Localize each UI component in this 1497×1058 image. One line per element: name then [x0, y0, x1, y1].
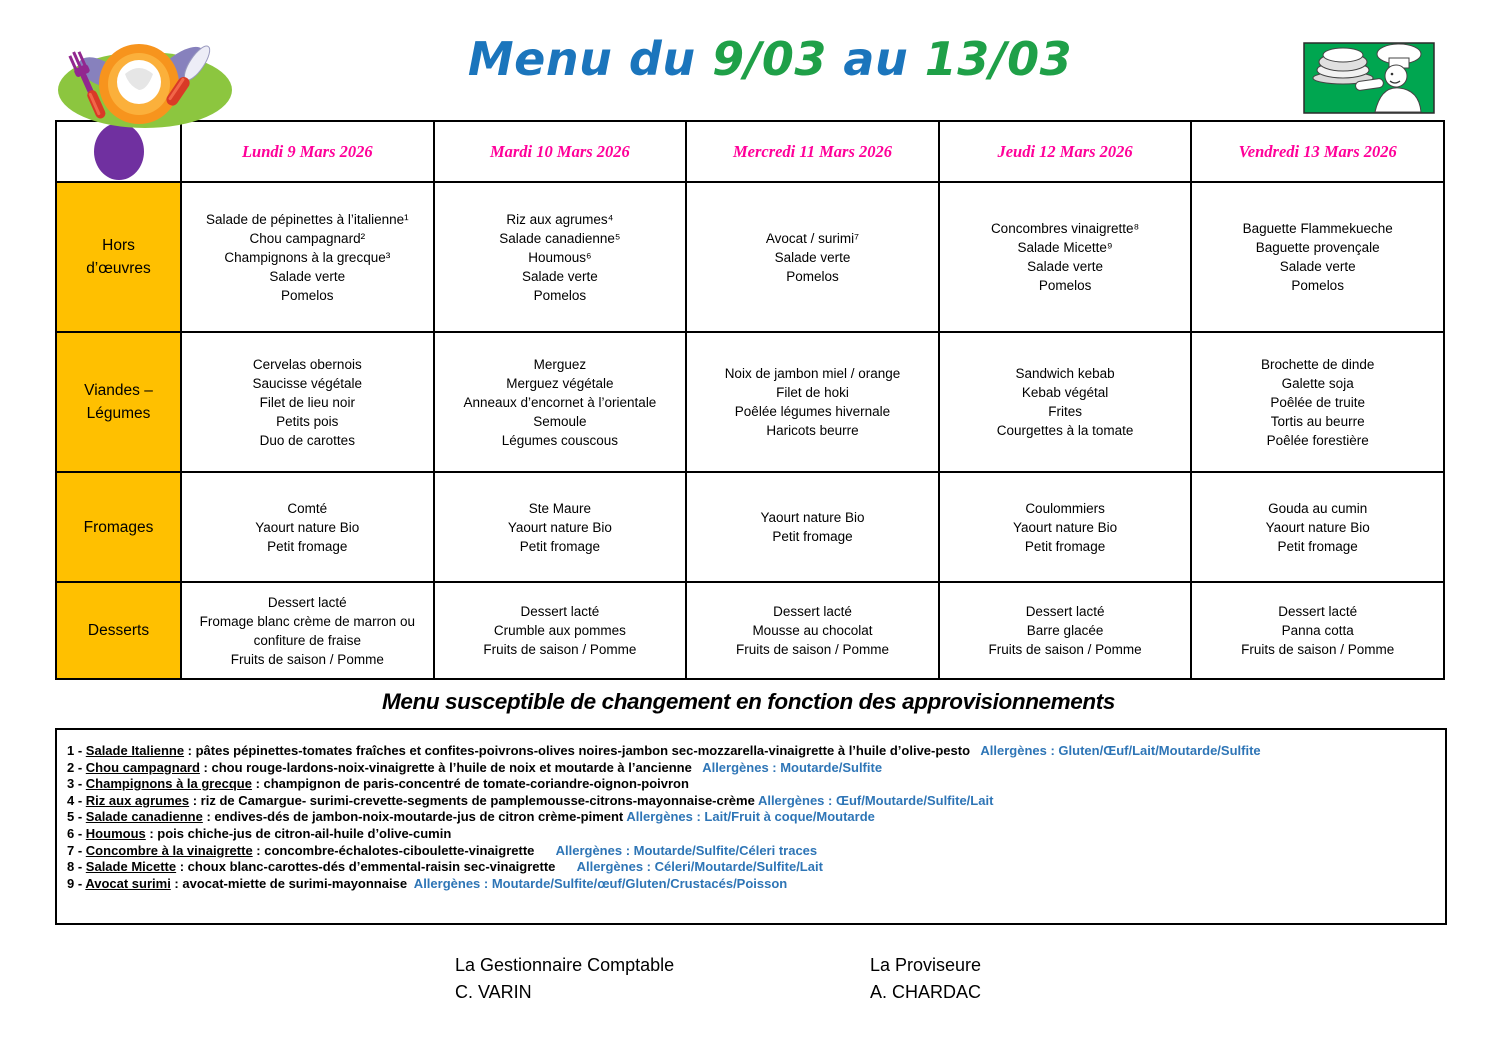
signature-left — [455, 952, 870, 1006]
footnote-description: : endives-dés de jambon-noix-moutarde-jus de citron crème-piment — [202, 809, 624, 825]
footnote-description: : concombre-échalotes-ciboulette-vinaigrette — [252, 842, 535, 858]
menu-cell: Dessert lacté Panna cotta Fruits de saison / Pomme — [1191, 582, 1444, 679]
menu-cell: Dessert lacté Crumble aux pommes Fruits de saison / Pomme — [434, 582, 687, 679]
footnote-line: 6 - Houmous : pois chiche-jus de citron-ail-huile d’olive-cumin — [67, 825, 452, 841]
row-category-label: Fromages — [56, 472, 181, 582]
footnotes-list — [67, 743, 1435, 892]
day-header-monday: Lundi 9 Mars 2026 — [181, 121, 434, 182]
menu-cell: Sandwich kebab Kebab végétal Frites Courgettes à la tomate — [939, 332, 1192, 472]
footnote-allergens: Allergènes : Moutarde/Sulfite — [691, 759, 883, 775]
footnote-dish-name: Riz aux agrumes — [85, 792, 190, 808]
footnote-description: : riz de Camargue- surimi-crevette-segments de pamplemousse-citrons-mayonnaise-crème — [189, 792, 755, 808]
footnote-dish-name: Salade canadienne — [85, 809, 203, 825]
footnote-description: : champignon de paris-concentré de tomate-coriandre-oignon-poivron — [251, 776, 689, 792]
menu-cell: Baguette Flammekueche Baguette provençale Salade verte Pomelos — [1191, 182, 1444, 332]
footnote-dish-name: Chou campagnard — [85, 759, 200, 775]
footnote-description: : pois chiche-jus de citron-ail-huile d’olive-cumin — [145, 825, 452, 841]
menu-cell: Riz aux agrumes⁴ Salade canadienne⁵ Houmous⁶ Salade verte Pomelos — [434, 182, 687, 332]
day-header-wednesday: Mercredi 11 Mars 2026 — [686, 121, 939, 182]
footnote-line: 8 - Salade Micette : choux blanc-carottes-dés d’emmental-raisin sec-vinaigrette Allergènes : Céleri/Moutarde/Sulfite/Lait — [67, 859, 823, 875]
footnote-dish-name: Avocat surimi — [85, 875, 171, 891]
footnote-description: : avocat-miette de surimi-mayonnaise — [170, 875, 408, 891]
menu-cell: Gouda au cumin Yaourt nature Bio Petit fromage — [1191, 472, 1444, 582]
signature-role: La Gestionnaire Comptable — [455, 955, 675, 975]
footnote-line: 2 - Chou campagnard : chou rouge-lardons-noix-vinaigrette à l’huile de noix et moutarde à l’ancienne Allergènes : Moutarde/Sulfite — [67, 759, 883, 775]
footnote-description: : chou rouge-lardons-noix-vinaigrette à l’huile de noix et moutarde à l’ancienne — [199, 759, 692, 775]
footnote-allergens: Allergènes : Moutarde/Sulfite/œuf/Gluten/Crustacés/Poisson — [407, 875, 788, 891]
signature-name: A. CHARDAC — [870, 982, 982, 1002]
footnote-dish-name: Salade Micette — [85, 859, 177, 875]
menu-cell: Noix de jambon miel / orange Filet de hoki Poêlée légumes hivernale Haricots beurre — [686, 332, 939, 472]
footnote-allergens: Allergènes : Céleri/Moutarde/Sulfite/Lait — [555, 859, 823, 875]
menu-disclaimer: Menu susceptible de changement en fonction des approvisionnements — [382, 689, 1115, 714]
menu-cell: Brochette de dinde Galette soja Poêlée de truite Tortis au beurre Poêlée forestière — [1191, 332, 1444, 472]
menu-cell: Concombres vinaigrette⁸ Salade Micette⁹ Salade verte Pomelos — [939, 182, 1192, 332]
day-header-thursday: Jeudi 12 Mars 2026 — [939, 121, 1192, 182]
footnote-line: 4 - Riz aux agrumes : riz de Camargue- surimi-crevette-segments de pamplemousse-citrons-mayonnaise-crème Allergènes : Œuf/Moutarde/Sulfite/Lait — [67, 792, 994, 808]
row-category-label: Viandes – Légumes — [56, 332, 181, 472]
menu-cell: Coulommiers Yaourt nature Bio Petit fromage — [939, 472, 1192, 582]
day-header-tuesday: Mardi 10 Mars 2026 — [434, 121, 687, 182]
title-segment: 9/03 — [712, 32, 827, 86]
day-header-row — [56, 121, 1444, 182]
footnote-allergens: Allergènes : Moutarde/Sulfite/Céleri traces — [534, 842, 818, 858]
footnote-description: : pâtes pépinettes-tomates fraîches et confites-poivrons-olives noires-jambon sec-mozzarella-vinaigrette à l’huile d’olive-pesto — [184, 743, 971, 758]
plate-cutlery-clipart-icon — [55, 38, 237, 139]
menu-cell: Dessert lacté Fromage blanc crème de marron ou confiture de fraise Fruits de saison / Pomme — [181, 582, 434, 679]
footnote-line: 7 - Concombre à la vinaigrette : concombre-échalotes-ciboulette-vinaigrette Allergènes : Moutarde/Sulfite/Céleri traces — [67, 842, 818, 858]
row-category-label: Hors d’œuvres — [56, 182, 181, 332]
footnotes-box — [55, 728, 1447, 925]
footnote-dish-name: Concombre à la vinaigrette — [85, 842, 253, 858]
footnote-dish-name: Salade Italienne — [85, 743, 185, 758]
signature-role: La Proviseure — [870, 955, 982, 975]
menu-cell: Cervelas obernois Saucisse végétale Filet de lieu noir Petits pois Duo de carottes — [181, 332, 434, 472]
menu-cell: Comté Yaourt nature Bio Petit fromage — [181, 472, 434, 582]
signature-name: C. VARIN — [455, 982, 532, 1002]
menu-cell: Dessert lacté Barre glacée Fruits de saison / Pomme — [939, 582, 1192, 679]
menu-cell: Dessert lacté Mousse au chocolat Fruits de saison / Pomme — [686, 582, 939, 679]
page-header — [0, 0, 1497, 120]
menu-cell: Salade de pépinettes à l’italienne¹ Chou campagnard² Champignons à la grecque³ Salade verte Pomelos — [181, 182, 434, 332]
weekly-menu-table — [55, 120, 1445, 680]
row-category-label: Desserts — [56, 582, 181, 679]
page-title — [468, 32, 1072, 86]
menu-cell: Ste Maure Yaourt nature Bio Petit fromage — [434, 472, 687, 582]
menu-row — [56, 332, 1444, 472]
menu-row — [56, 182, 1444, 332]
signature-block — [455, 952, 1497, 1006]
footnote-line: 9 - Avocat surimi : avocat-miette de surimi-mayonnaise Allergènes : Moutarde/Sulfite/œuf/Gluten/Crustacés/Poisson — [67, 875, 788, 891]
footnote-dish-name: Houmous — [85, 825, 146, 841]
footnote-allergens: Allergènes : Gluten/Œuf/Lait/Moutarde/Sulfite — [970, 743, 1261, 758]
title-segment: Menu du — [467, 32, 713, 86]
footnote-dish-name: Champignons à la grecque — [85, 776, 252, 792]
day-header-friday: Vendredi 13 Mars 2026 — [1191, 121, 1444, 182]
footnote-allergens: Allergènes : Lait/Fruit à coque/Moutarde — [623, 809, 875, 825]
menu-row — [56, 472, 1444, 582]
chef-clipart-icon — [1303, 42, 1435, 119]
title-segment: au — [826, 32, 925, 86]
footnote-allergens: Allergènes : Œuf/Moutarde/Sulfite/Lait — [754, 792, 994, 808]
menu-row — [56, 582, 1444, 679]
footnote-description: : choux blanc-carottes-dés d’emmental-raisin sec-vinaigrette — [176, 859, 556, 875]
menu-cell: Merguez Merguez végétale Anneaux d’encornet à l’orientale Semoule Légumes couscous — [434, 332, 687, 472]
footnote-line: 3 - Champignons à la grecque : champignon de paris-concentré de tomate-coriandre-oignon-poivron — [67, 776, 689, 792]
menu-cell: Yaourt nature Bio Petit fromage — [686, 472, 939, 582]
signature-right — [870, 952, 1285, 1006]
menu-table-body — [56, 182, 1444, 679]
menu-cell: Avocat / surimi⁷ Salade verte Pomelos — [686, 182, 939, 332]
footnote-line: 5 - Salade canadienne : endives-dés de jambon-noix-moutarde-jus de citron crème-piment Allergènes : Lait/Fruit à coque/Moutarde — [67, 809, 875, 825]
footnote-line: 1 - Salade Italienne : pâtes pépinettes-tomates fraîches et confites-poivrons-olives noires-jambon sec-mozzarella-vinaigrette à l’huile d’olive-pesto Allergènes : Gluten/Œuf/Lait/Moutarde/Sulfite — [67, 743, 1261, 758]
title-segment: 13/03 — [924, 32, 1073, 86]
